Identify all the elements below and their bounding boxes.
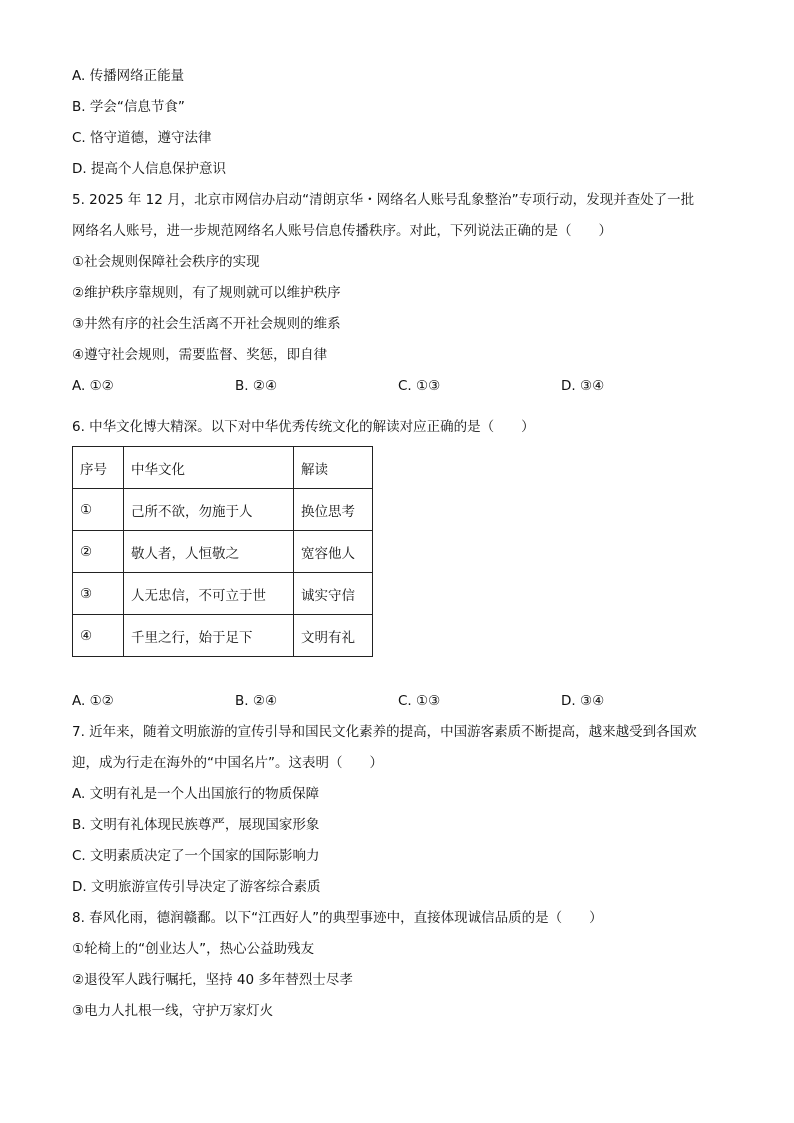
table-cell: 宽容他人 bbox=[294, 531, 373, 573]
q7-option-c: C. 文明素质决定了一个国家的国际影响力 bbox=[72, 848, 320, 864]
q6-option-a: A. ①② bbox=[72, 693, 114, 709]
q7-stem-line-2: 迎，成为行走在海外的“中国名片”。这表明（ ） bbox=[72, 755, 383, 771]
q4-option-a: A. 传播网络正能量 bbox=[72, 68, 185, 84]
table-cell: ③ bbox=[73, 573, 124, 615]
exam-page bbox=[72, 62, 732, 1028]
q5-option-b: B. ②④ bbox=[235, 378, 278, 394]
table-cell: 敬人者，人恒敬之 bbox=[124, 531, 294, 573]
table-row bbox=[73, 531, 373, 573]
q5-item-3: ③井然有序的社会生活离不开社会规则的维系 bbox=[72, 316, 341, 332]
table-header-cell: 解读 bbox=[294, 447, 373, 489]
q8-item-1: ①轮椅上的“创业达人”，热心公益助残友 bbox=[72, 941, 315, 957]
q6-option-d: D. ③④ bbox=[561, 693, 605, 709]
q5-item-4: ④遵守社会规则，需要监督、奖惩，即自律 bbox=[72, 347, 328, 363]
table-header-cell: 序号 bbox=[73, 447, 124, 489]
q5-option-a: A. ①② bbox=[72, 378, 114, 394]
table-cell: ② bbox=[73, 531, 124, 573]
q6-table bbox=[72, 446, 373, 657]
table-cell: ① bbox=[73, 489, 124, 531]
q4-option-d: D. 提高个人信息保护意识 bbox=[72, 161, 226, 177]
q6-stem: 6. 中华文化博大精深。以下对中华优秀传统文化的解读对应正确的是（ ） bbox=[72, 419, 535, 435]
q8-item-3: ③电力人扎根一线，守护万家灯火 bbox=[72, 1003, 274, 1019]
table-cell: 千里之行，始于足下 bbox=[124, 615, 294, 657]
table-cell: 己所不欲，勿施于人 bbox=[124, 489, 294, 531]
q5-stem-line-2: 网络名人账号，进一步规范网络名人账号信息传播秩序。对此，下列说法正确的是（ ） bbox=[72, 223, 612, 239]
table-cell: ④ bbox=[73, 615, 124, 657]
q5-option-c: C. ①③ bbox=[398, 378, 441, 394]
table-row bbox=[73, 573, 373, 615]
q7-option-a: A. 文明有礼是一个人出国旅行的物质保障 bbox=[72, 786, 320, 802]
q5-option-d: D. ③④ bbox=[561, 378, 605, 394]
q7-option-d: D. 文明旅游宣传引导决定了游客综合素质 bbox=[72, 879, 321, 895]
table-row bbox=[73, 615, 373, 657]
q5-stem-line-1: 5. 2025 年 12 月，北京市网信办启动“清朗京华・网络名人账号乱象整治”专项行动，发现并查处了一批 bbox=[72, 192, 695, 208]
q8-stem: 8. 春风化雨，德润赣鄱。以下“江西好人”的典型事迹中，直接体现诚信品质的是（ ） bbox=[72, 910, 603, 926]
q7-stem-line-1: 7. 近年来，随着文明旅游的宣传引导和国民文化素养的提高，中国游客素质不断提高，越来越受到各国欢 bbox=[72, 724, 697, 740]
q6-option-b: B. ②④ bbox=[235, 693, 278, 709]
q5-item-2: ②维护秩序靠规则，有了规则就可以维护秩序 bbox=[72, 285, 341, 301]
table-cell: 换位思考 bbox=[294, 489, 373, 531]
q8-item-2: ②退役军人践行嘱托，坚持 40 多年替烈士尽孝 bbox=[72, 972, 353, 988]
q7-option-b: B. 文明有礼体现民族尊严，展现国家形象 bbox=[72, 817, 320, 833]
q5-options bbox=[72, 372, 732, 403]
q6-option-c: C. ①③ bbox=[398, 693, 441, 709]
q4-option-c: C. 恪守道德，遵守法律 bbox=[72, 130, 212, 146]
table-header-cell: 中华文化 bbox=[124, 447, 294, 489]
q4-option-b: B. 学会“信息节食” bbox=[72, 99, 185, 115]
q6-options bbox=[72, 687, 732, 718]
table-cell: 文明有礼 bbox=[294, 615, 373, 657]
q5-item-1: ①社会规则保障社会秩序的实现 bbox=[72, 254, 260, 270]
table-cell: 人无忠信，不可立于世 bbox=[124, 573, 294, 615]
table-row bbox=[73, 489, 373, 531]
table-cell: 诚实守信 bbox=[294, 573, 373, 615]
table-header-row bbox=[73, 447, 373, 489]
